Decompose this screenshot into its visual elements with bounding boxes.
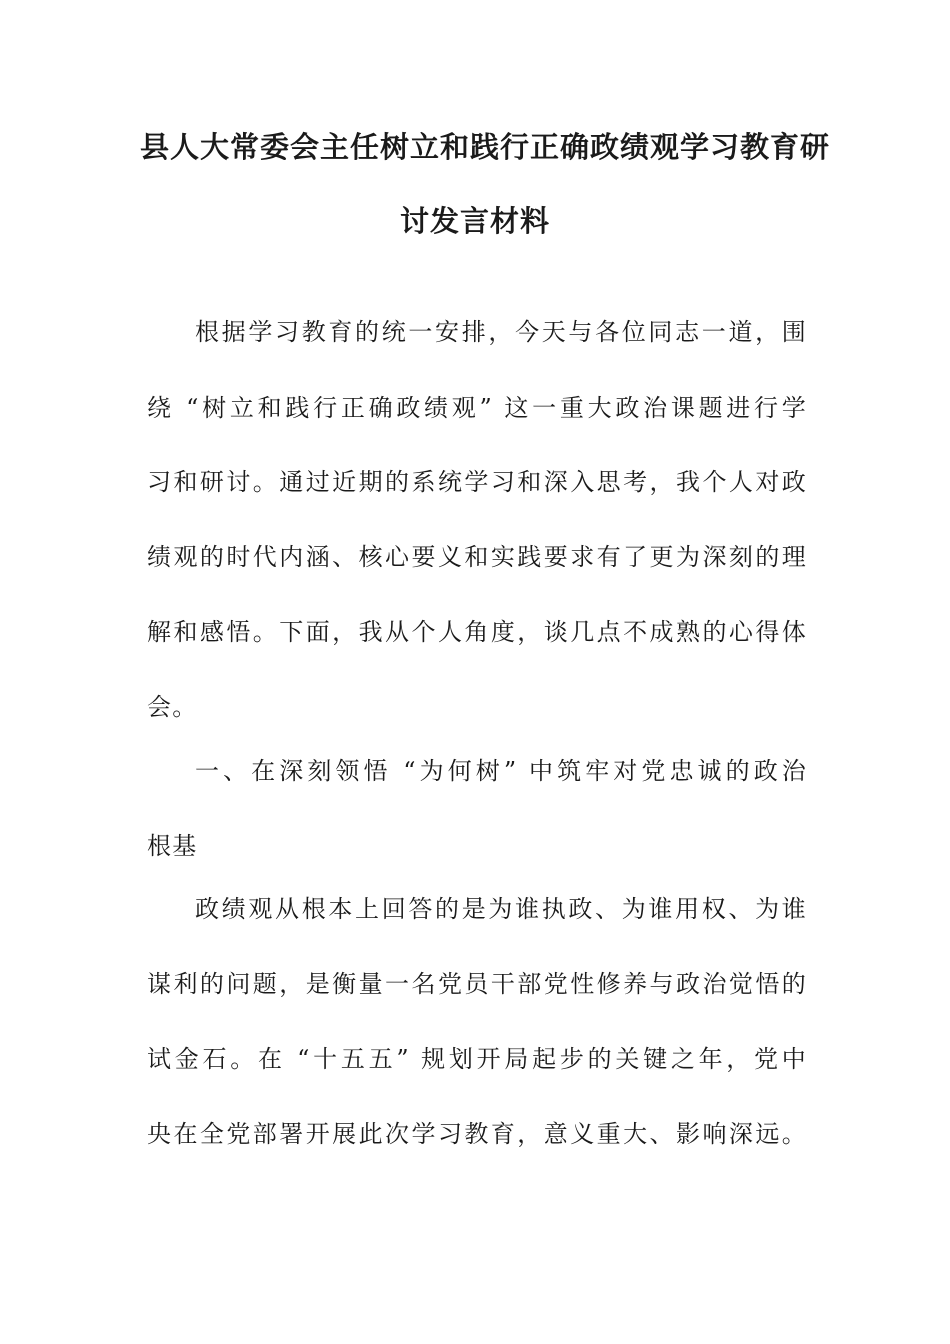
body-line-4: 绩观的时代内涵、核心要义和实践要求有了更为深刻的理 <box>147 543 807 571</box>
body-line-3: 习和研讨。通过近期的系统学习和深入思考，我个人对政 <box>147 468 807 496</box>
document-title-line-2: 讨发言材料 <box>399 204 550 238</box>
body-line-12: 央在全党部署开展此次学习教育，意义重大、影响深远。 <box>147 1120 807 1148</box>
body-line-1: 根据学习教育的统一安排，今天与各位同志一道，围 <box>195 318 807 346</box>
body-line-11: 试金石。在 “十五五” 规划开局起步的关键之年，党中 <box>147 1045 807 1073</box>
body-line-9: 政绩观从根本上回答的是为谁执政、为谁用权、为谁 <box>195 895 807 923</box>
body-line-5: 解和感悟。下面，我从个人角度，谈几点不成熟的心得体 <box>147 618 807 646</box>
body-line-6: 会。 <box>147 693 198 721</box>
section-heading-line-1: 一、在深刻领悟 “为何树” 中筑牢对党忠诚的政治 <box>195 757 807 785</box>
section-heading-line-2: 根基 <box>147 832 198 860</box>
body-line-10: 谋利的问题，是衡量一名党员干部党性修养与政治觉悟的 <box>147 970 807 998</box>
body-line-2: 绕 “树立和践行正确政绩观” 这一重大政治课题进行学 <box>147 394 807 422</box>
document-title-line-1: 县人大常委会主任树立和践行正确政绩观学习教育研 <box>140 130 831 164</box>
